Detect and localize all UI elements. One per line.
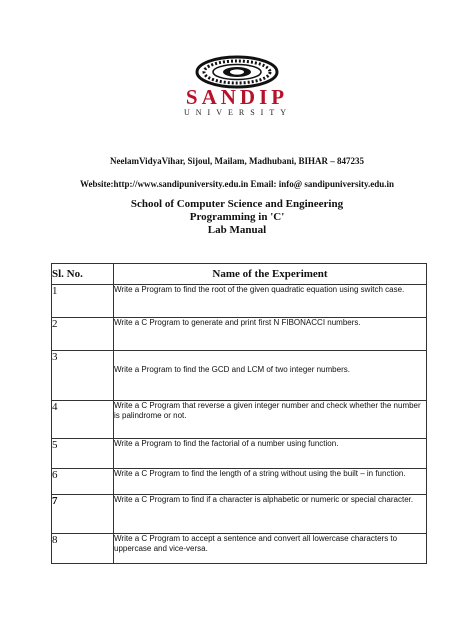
experiment-name: Write a C Program to accept a sentence and convert all lowercase characters to uppercase and vice-versa. (114, 534, 427, 564)
experiment-name: Write a Program to find the root of the given quadratic equation using switch case. (114, 285, 427, 318)
table-row (52, 534, 427, 564)
table-header-row (52, 264, 427, 285)
table-row (52, 285, 427, 318)
document-heading (0, 198, 474, 237)
row-number: 4 (52, 401, 114, 439)
experiment-name: Write a C Program to generate and print first N FIBONACCI numbers. (114, 318, 427, 351)
table-row (52, 469, 427, 495)
website-email-line: Website:http://www.sandipuniversity.edu.in Email: info@ sandipuniversity.edu.in (80, 179, 394, 189)
university-emblem-icon (195, 55, 279, 89)
row-number: 6 (52, 469, 114, 495)
experiment-name: Write a C Program that reverse a given integer number and check whether the number is palindrome or not. (114, 401, 427, 439)
row-number: 3 (52, 351, 114, 401)
experiment-name: Write a Program to find the factorial of a number using function. (114, 439, 427, 469)
row-number: 7 (52, 495, 114, 534)
logo-subtitle: UNIVERSITY (184, 108, 292, 117)
experiment-name: Write a C Program to find the length of a string without using the built – in function. (114, 469, 427, 495)
row-number: 2 (52, 318, 114, 351)
logo-name: SANDIP (185, 85, 289, 109)
row-number: 1 (52, 285, 114, 318)
experiment-name: Write a C Program to find if a character is alphabetic or numeric or special character. (114, 495, 427, 534)
table-row (52, 318, 427, 351)
table-row (52, 401, 427, 439)
table-row (52, 495, 427, 534)
university-address: NeelamVidyaVihar, Sijoul, Mailam, Madhubani, BIHAR – 847235 (109, 156, 365, 166)
course-name: Programming in 'C' (189, 211, 285, 223)
header-experiment-name: Name of the Experiment (114, 264, 427, 285)
table-row (52, 351, 427, 401)
header-serial-number: Sl. No. (52, 264, 114, 285)
row-number: 5 (52, 439, 114, 469)
row-number: 8 (52, 534, 114, 564)
experiment-name: Write a Program to find the GCD and LCM of two integer numbers. (114, 365, 350, 374)
university-logo (0, 52, 474, 116)
experiment-name-cell (114, 351, 427, 401)
experiments-table (51, 263, 427, 564)
school-name: School of Computer Science and Engineering (130, 198, 344, 210)
table-row (52, 439, 427, 469)
manual-title: Lab Manual (207, 224, 267, 236)
